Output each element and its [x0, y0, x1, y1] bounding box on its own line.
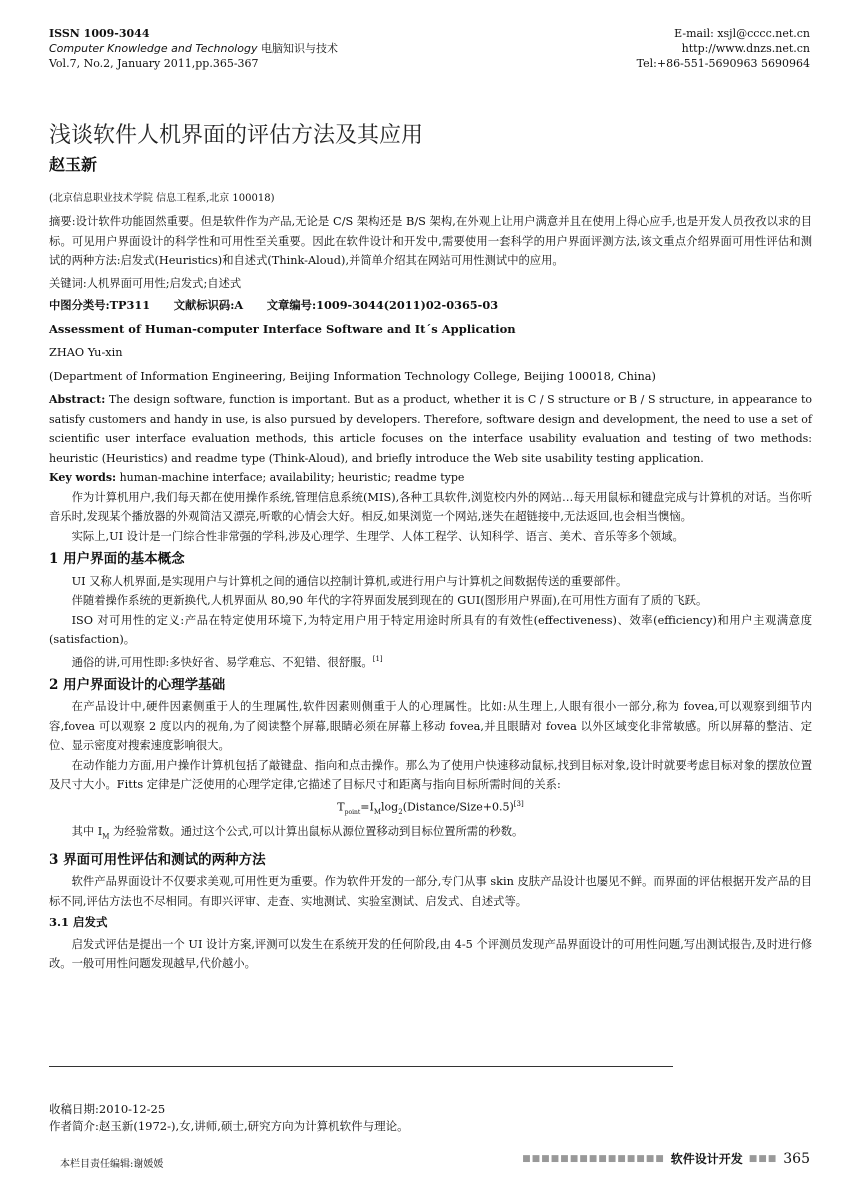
paper-author: 赵玉新: [49, 155, 98, 174]
page-footer: [522, 1150, 810, 1167]
issn: ISSN 1009-3044: [49, 27, 150, 40]
abstract-cn: 摘要:设计软件功能固然重要。但是软件作为产品,无论是 C/S 架构还是 B/S 架构,在外观上让用户满意并且在使用上得心应手,也是开发人员孜孜以求的目标。可见用户界面设计的科学性和可用性至关重要。因此在软件设计和开发中,需要使用一套科学的用户界面评测方法,该文重点介绍界面可用性评估和测试的两种方法:启发式(Heuristics)和自述式(Think-Aloud),并简单介绍其在网站可用性测试中的应用。: [49, 215, 812, 267]
s2-paragraph-3: 其中 $I_M$ 为经验常数。通过这个公式,可以计算出鼠标从源位置移动到目标位置所需的秒数。: [71, 825, 524, 841]
footer-editor: 本栏目责任编辑:谢媛媛: [60, 1159, 164, 1170]
s1-paragraph-4: 通俗的讲,可用性即:多快好省、易学难忘、不犯错、很舒服。[1]: [71, 654, 383, 669]
keywords-cn: 关键词:人机界面可用性;启发式;自述式: [49, 276, 242, 290]
journal-url: http://www.dnzs.net.cn: [681, 42, 810, 55]
s2-paragraph-2: 在动作能力方面,用户操作计算机包括了敲键盘、指向和点击操作。那么为了使用户快速移动鼠标,找到目标对象,设计时就要考虑目标对象的摆放位置及尺寸大小。Fitts 定律是广泛使用的心理学定律,它描述了目标尺寸和距离与指向目标所需时间的关系:: [49, 758, 812, 792]
paper-body: [49, 212, 812, 974]
section-1-heading: 1 用户界面的基本概念: [49, 551, 185, 567]
page-number: 365: [783, 1150, 810, 1167]
received-date: 收稿日期:2010-12-25: [49, 1102, 166, 1116]
title-en: Assessment of Human-computer Interface Software and It´s Application: [49, 321, 516, 336]
running-header-left: [49, 26, 338, 71]
footer-section: 软件设计开发: [670, 1152, 743, 1166]
abstract-en: Abstract: The design software, function is important. But as a product, whether it is C / S structure or B / S structure, in appearance to satisfy customers and handy in use, is also pursued by developers. Therefore, software design and development, the need to use a set of scientific user interface evaluation methods, this article focuses on the interface usability evaluation and testing of two methods: heuristic (Heuristics) and readme type (Think-Aloud), and briefly introduce the Web site usability testing application.: [49, 393, 812, 465]
footnote-divider: [49, 1066, 673, 1067]
section-2-heading: 2 用户界面设计的心理学基础: [49, 676, 226, 693]
keywords-en: Key words: human-machine interface; availability; heuristic; readme type: [49, 471, 465, 484]
author-affiliation: (北京信息职业技术学院 信息工程系,北京 100018): [49, 193, 275, 204]
journal-name: Computer Knowledge and Technology 电脑知识与技术: [49, 42, 338, 55]
section-3-heading: 3 界面可用性评估和测试的两种方法: [49, 851, 266, 868]
running-header-right: [637, 26, 810, 71]
intro-paragraph-2: 实际上,UI 设计是一门综合性非常强的学科,涉及心理学、生理学、人体工程学、认知科学、语言、美术、音乐等多个领域。: [71, 529, 684, 543]
s1-paragraph-3: ISO 对可用性的定义:产品在特定使用环境下,为特定用户用于特定用途时所具有的有效性(effectiveness)、效率(efficiency)和用户主观满意度(satisfaction)。: [49, 613, 812, 646]
footer-dots-icon-2: ■■■: [748, 1153, 778, 1164]
journal-email: E-mail: xsjl@cccc.net.cn: [674, 27, 810, 40]
section-3-1-heading: 3.1 启发式: [49, 915, 108, 930]
s31-paragraph-1: 启发式评估是提出一个 UI 设计方案,评测可以发生在系统开发的任何阶段,由 4-5 个评测员发现产品界面设计的可用性问题,写出测试报告,及时进行修改。一般可用性问题发现越早,代价越小。: [49, 937, 812, 971]
author-en: ZHAO Yu-xin: [49, 346, 123, 359]
s2-paragraph-1: 在产品设计中,硬件因素侧重于人的生理属性,软件因素则侧重于人的心理属性。比如:从生理上,人眼有很小一部分,称为 fovea,可以观察到细节内容,fovea 可以观察 2 度以内的视角,为了阅读整个屏幕,眼睛必须在屏幕上移动 fovea,并且眼睛对 fovea 以外区域变化非常敏感。所以屏幕的整洁、定位、显示密度对搜索速度影响很大。: [49, 700, 812, 753]
s3-paragraph-1: 软件产品界面设计不仅要求美观,可用性更为重要。作为软件开发的一部分,专门从事 skin 皮肤产品设计也屡见不鲜。而界面的评估根据开发产品的目标不同,评估方法也不尽相同。有即兴评审、走查、实地测试、实验室测试、启发式、自述式等。: [49, 875, 812, 908]
author-bio: 作者简介:赵玉新(1972-),女,讲师,硕士,研究方向为计算机软件与理论。: [49, 1119, 409, 1133]
journal-tel: Tel:+86-551-5690963 5690964: [636, 57, 810, 70]
intro-paragraph-1: 作为计算机用户,我们每天都在使用操作系统,管理信息系统(MIS),各种工具软件,浏览校内外的网站…每天用鼠标和键盘完成与计算机的对话。当你听音乐时,发现某个播放器的外观简洁又漂亮,听歌的心情会大好。相反,如果浏览一个网站,迷失在超链接中,无法返回,也会相当懊恼。: [49, 490, 812, 523]
footer-dots-icon: ■■■■■■■■■■■■■■■: [522, 1153, 665, 1164]
s1-paragraph-2: 伴随着操作系统的更新换代,人机界面从 80,90 年代的字符界面发展到现在的 GUI(图形用户界面),在可用性方面有了质的飞跃。: [71, 594, 708, 607]
citation-1: [1]: [372, 654, 383, 663]
fitts-formula: $T_{point}=I_M\log_2(Distance/Size+0.5)[3]$: [337, 799, 524, 816]
s1-paragraph-1: UI 又称人机界面,是实现用户与计算机之间的通信以控制计算机,或进行用户与计算机之间数据传送的重要部件。: [71, 574, 628, 588]
paper-title: 浅谈软件人机界面的评估方法及其应用: [49, 123, 424, 148]
volume-info: Vol.7, No.2, January 2011,pp.365-367: [49, 57, 259, 70]
affiliation-en: (Department of Information Engineering, Beijing Information Technology College, Beijing 100018, China): [49, 369, 656, 383]
classification-line: 中图分类号:TP311 文献标识码:A 文章编号:1009-3044(2011)02-0365-03: [49, 298, 499, 312]
